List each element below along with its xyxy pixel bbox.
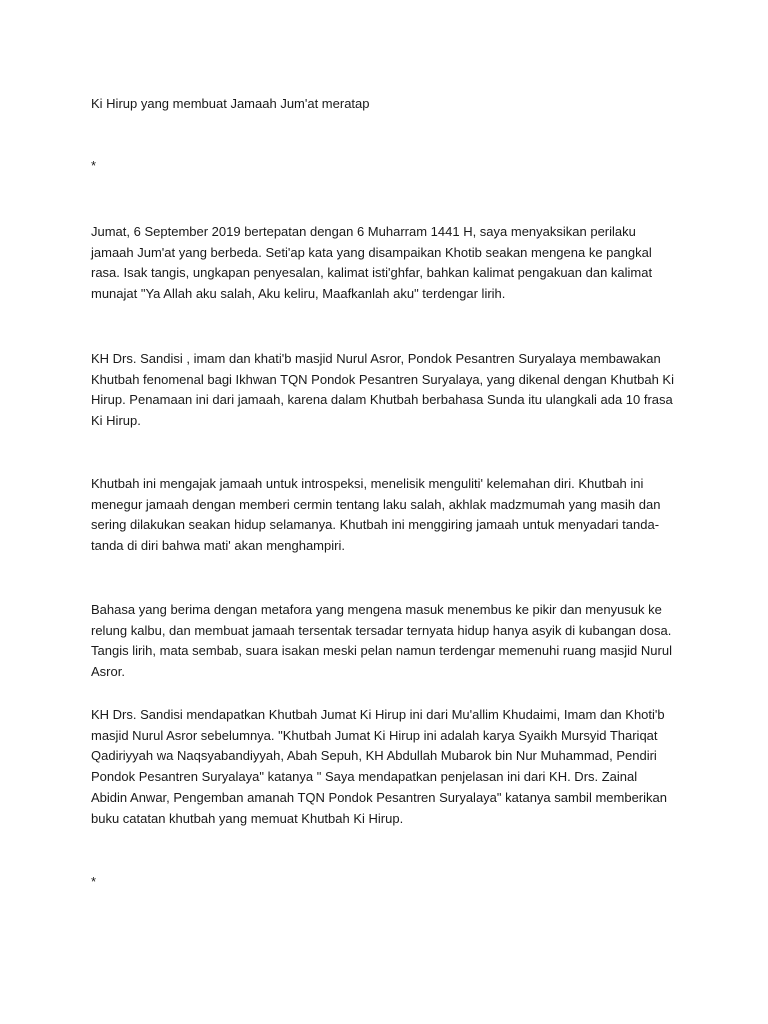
separator-asterisk-bottom: * bbox=[91, 874, 97, 889]
paragraph-1: Jumat, 6 September 2019 bertepatan dengan 6 Muharram 1441 H, saya menyaksikan perilaku jamaah Jum'at yang berbeda. Seti'ap kata yang disampaikan Khotib seakan mengena ke pangkal rasa. Isak tangis, ungkapan penyesalan, kalimat isti'ghfar, bahkan kalimat pengakuan dan kalimat munajat "Ya Allah aku salah, Aku keliru, Maafkanlah aku" terdengar lirih. bbox=[91, 224, 653, 302]
paragraph-3: Khutbah ini mengajak jamaah untuk introspeksi, menelisik menguliti' kelemahan diri. Khutbah ini menegur jamaah dengan memberi cermin tentang laku salah, akhlak madzmumah yang masih dan sering dilakukan seakan hidup selamanya. Khutbah ini menggiring jamaah untuk menyadari tanda-tanda di diri bahwa mati' akan menghampiri. bbox=[91, 476, 661, 554]
paragraph-4: Bahasa yang berima dengan metafora yang mengena masuk menembus ke pikir dan menyusuk ke relung kalbu, dan membuat jamaah tersentak tersadar ternyata hidup hanya asyik di kubangan dosa. Tangis lirih, mata sembab, suara isakan meski pelan namun terdengar memenuhi ruang masjid Nurul Asror. bbox=[91, 602, 672, 680]
paragraph-5: KH Drs. Sandisi mendapatkan Khutbah Jumat Ki Hirup ini dari Mu'allim Khudaimi, Imam dan Khoti'b masjid Nurul Asror sebelumnya. "Khutbah Jumat Ki Hirup ini adalah karya Syaikh Mursyid Thariqat Qadiriyyah wa Naqsyabandiyyah, Abah Sepuh, KH Abdullah Mubarok bin Nur Muhammad, Pendiri Pondok Pesantren Suryalaya" katanya " Saya mendapatkan penjelasan ini dari KH. Drs. Zainal Abidin Anwar, Pengemban amanah TQN Pondok Pesantren Suryalaya" katanya sambil memberikan buku catatan khutbah yang memuat Khutbah Ki Hirup. bbox=[91, 707, 667, 826]
document-title: Ki Hirup yang membuat Jamaah Jum'at meratap bbox=[91, 96, 370, 111]
separator-asterisk: * bbox=[91, 158, 97, 173]
paragraph-2: KH Drs. Sandisi , imam dan khati'b masjid Nurul Asror, Pondok Pesantren Suryalaya membawakan Khutbah fenomenal bagi Ikhwan TQN Pondok Pesantren Suryalaya, yang dikenal dengan Khutbah Ki Hirup. Penamaan ini dari jamaah, karena dalam Khutbah berbahasa Sunda itu ulangkali ada 10 frasa Ki Hirup. bbox=[91, 351, 674, 429]
